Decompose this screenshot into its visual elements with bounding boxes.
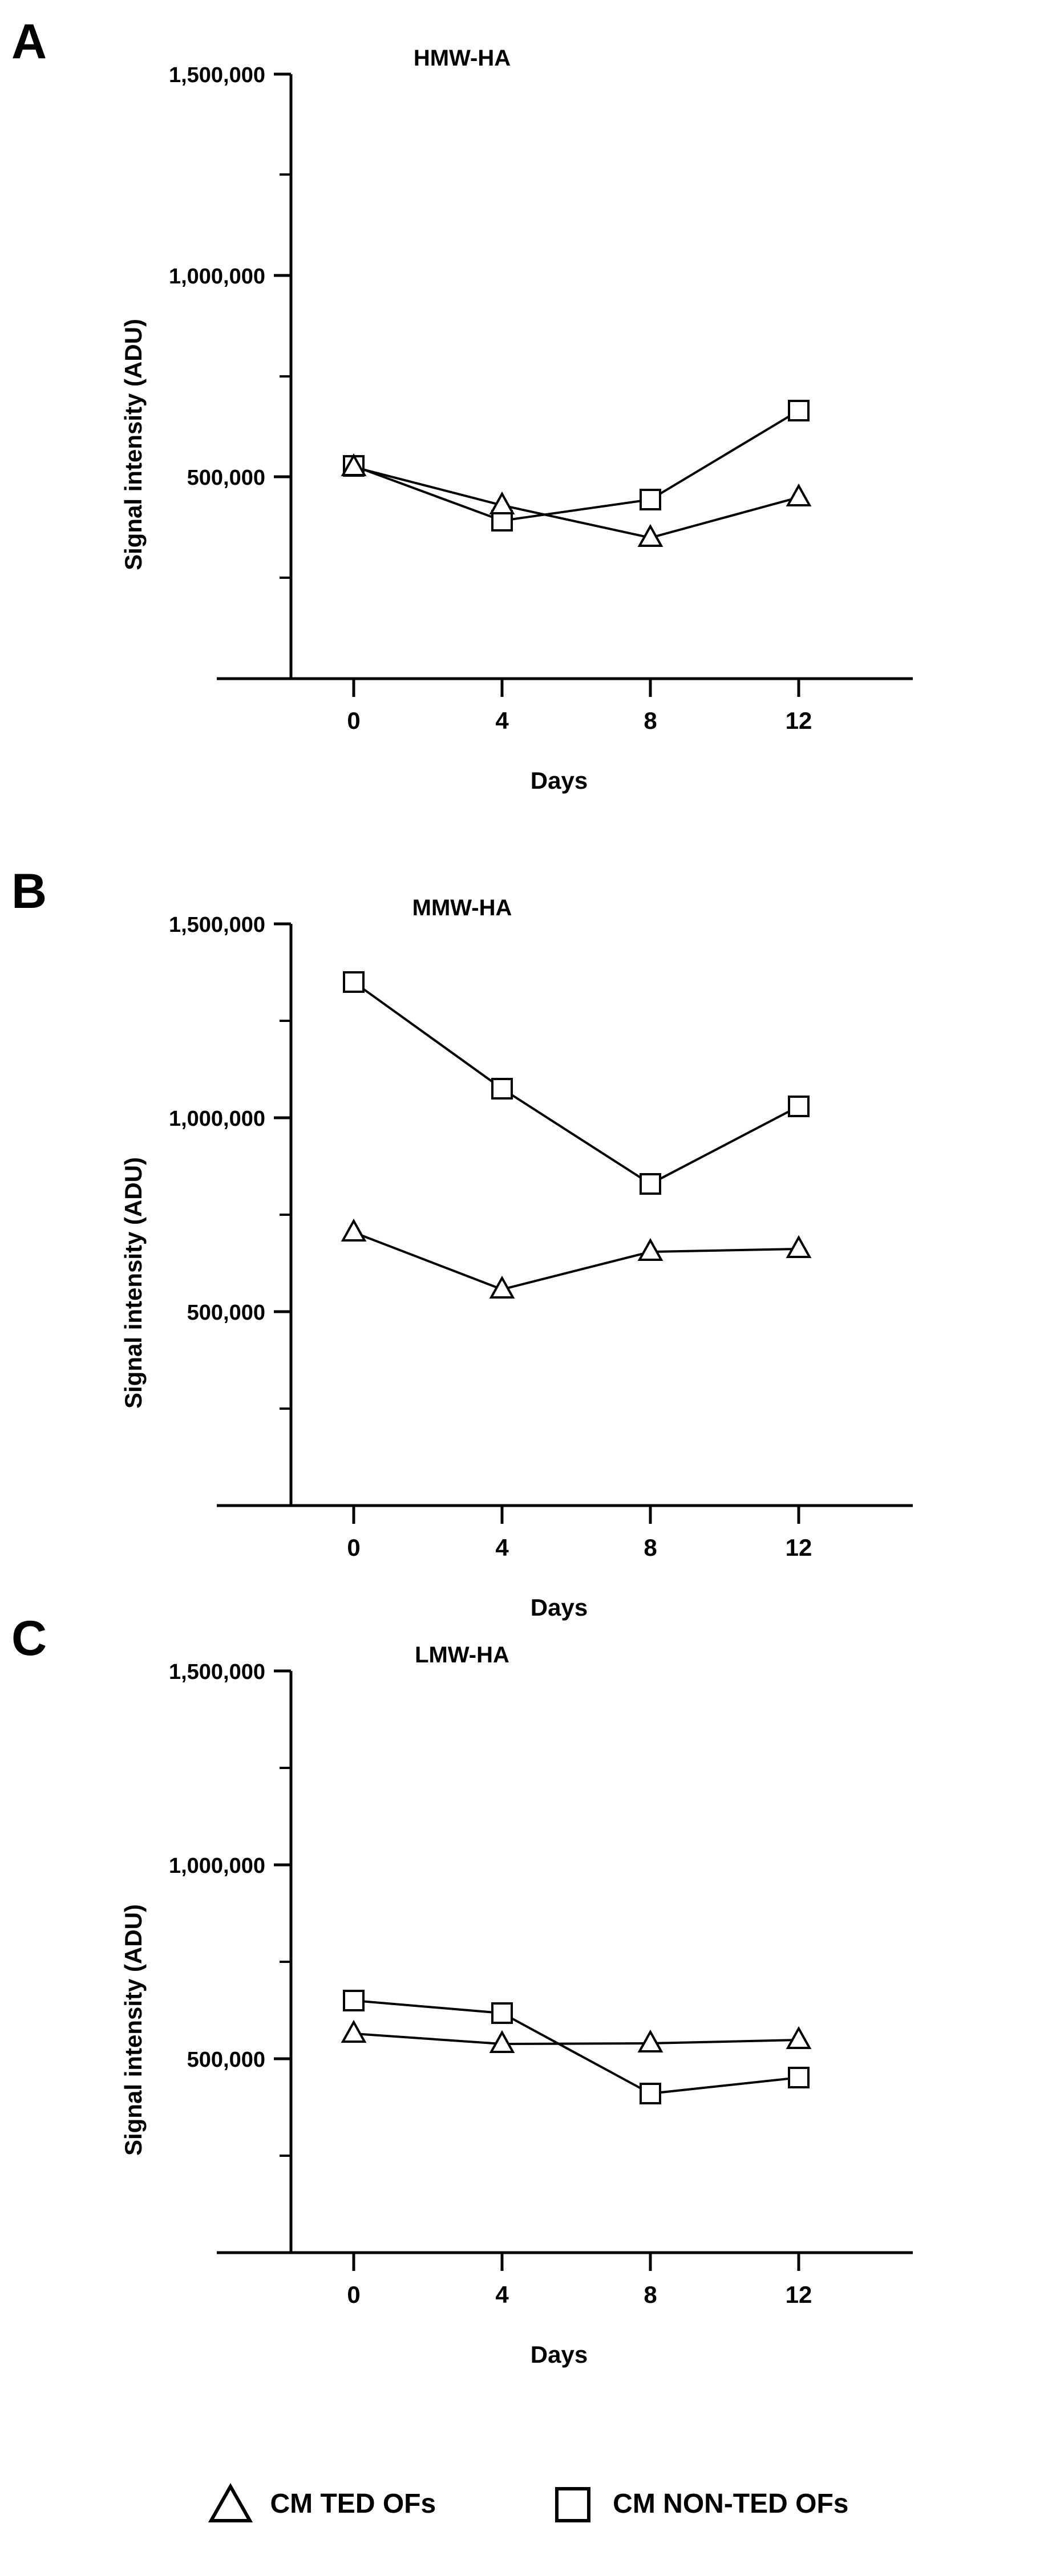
data-point-square (641, 490, 660, 509)
svg-text:500,000: 500,000 (187, 466, 265, 490)
x-axis-label-c: Days (530, 2341, 588, 2368)
data-point-square (789, 2068, 808, 2087)
chart-title-a: HMW-HA (413, 46, 511, 71)
square-icon (550, 2481, 596, 2526)
svg-text:1,000,000: 1,000,000 (168, 1854, 265, 1878)
svg-text:500,000: 500,000 (187, 2048, 265, 2072)
panel-label-b: B (11, 864, 47, 919)
svg-text:8: 8 (644, 2281, 657, 2308)
data-point-triangle (788, 1238, 810, 1257)
data-point-square (789, 1097, 808, 1116)
svg-text:12: 12 (785, 707, 812, 734)
series-line-ted (354, 1232, 799, 1289)
x-axis-label-a: Days (530, 767, 588, 794)
figure-legend (0, 2481, 1056, 2526)
svg-text:12: 12 (785, 2281, 812, 2308)
svg-text:500,000: 500,000 (187, 1301, 265, 1325)
panel-c (0, 1597, 1056, 2368)
svg-text:0: 0 (347, 707, 361, 734)
data-point-triangle (640, 2032, 661, 2051)
data-point-triangle (788, 2029, 810, 2048)
data-point-triangle (343, 1221, 365, 1240)
data-point-square (789, 401, 808, 420)
chart-svg-c (103, 1631, 947, 2350)
data-point-square (492, 1079, 512, 1098)
svg-text:1,500,000: 1,500,000 (168, 63, 265, 87)
legend-item-non-ted (550, 2481, 848, 2526)
data-point-triangle (491, 2033, 513, 2052)
svg-text:12: 12 (785, 1534, 812, 1561)
chart-svg-a (103, 34, 947, 776)
svg-text:0: 0 (347, 1534, 361, 1561)
data-point-square (641, 2084, 660, 2103)
svg-text:1,000,000: 1,000,000 (168, 1107, 265, 1131)
series-line-non-ted (354, 982, 799, 1184)
svg-text:0: 0 (347, 2281, 361, 2308)
svg-text:8: 8 (644, 707, 657, 734)
y-axis-label-a: Signal intensity (ADU) (120, 318, 147, 570)
series-line-non-ted (354, 411, 799, 521)
svg-text:1,500,000: 1,500,000 (168, 913, 265, 937)
svg-text:1,000,000: 1,000,000 (168, 265, 265, 289)
data-point-square (344, 972, 363, 992)
x-axis-label-b: Days (530, 1594, 588, 1621)
y-axis-label-c: Signal intensity (ADU) (120, 1904, 147, 2156)
data-point-square (344, 1991, 363, 2010)
legend-item-ted (208, 2481, 436, 2526)
data-point-square (641, 1174, 660, 1194)
plot-area-a (103, 34, 947, 794)
panel-label-c: C (11, 1611, 47, 1666)
legend-label-non-ted: CM NON-TED OFs (613, 2488, 849, 2519)
data-point-triangle (788, 486, 810, 505)
data-point-square (492, 2003, 512, 2023)
series-line-non-ted (354, 2001, 799, 2094)
svg-text:4: 4 (495, 707, 509, 734)
svg-text:1,500,000: 1,500,000 (168, 1660, 265, 1684)
legend-label-ted: CM TED OFs (270, 2488, 436, 2519)
series-line-ted (354, 2034, 799, 2044)
y-axis-label-b: Signal intensity (ADU) (120, 1157, 147, 1409)
svg-text:8: 8 (644, 1534, 657, 1561)
chart-svg-b (103, 884, 947, 1603)
panel-a (0, 0, 1056, 844)
triangle-icon (208, 2481, 253, 2526)
plot-area-b (103, 884, 947, 1621)
panel-b (0, 850, 1056, 1621)
data-point-triangle (343, 2022, 365, 2042)
chart-title-c: LMW-HA (415, 1642, 509, 1668)
panel-label-a: A (11, 14, 47, 69)
data-point-triangle (640, 1240, 661, 1260)
svg-text:4: 4 (495, 1534, 509, 1561)
chart-title-b: MMW-HA (412, 895, 512, 920)
svg-text:4: 4 (495, 2281, 509, 2308)
plot-area-c (103, 1631, 947, 2368)
series-line-ted (354, 467, 799, 538)
